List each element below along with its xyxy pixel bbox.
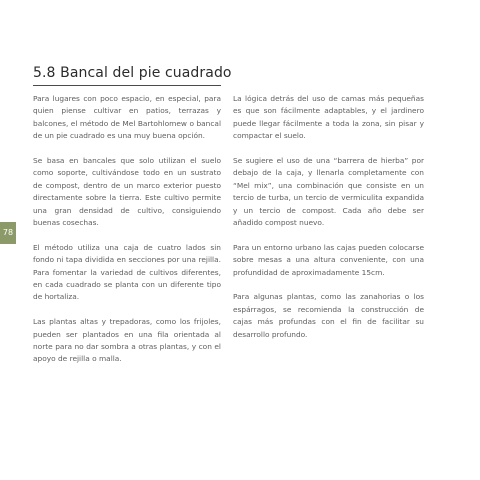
left-column (33, 93, 221, 378)
paragraph: Para lugares con poco espacio, en especial, para quien piense cultivar en patios, terrazas y balcones, el método de Mel Bartohlomew o bancal de un pie cuadrado es una muy buena opción. (33, 94, 221, 141)
paragraph: El método utiliza una caja de cuatro lados sin fondo ni tapa dividida en secciones por una rejilla. Para fomentar la variedad de cultivos diferentes, en cada cuadrado se planta con un diferente tipo de hortaliza. (33, 242, 221, 302)
title-underline (33, 85, 221, 86)
paragraph: Se sugiere el uso de una “barrera de hierba” por debajo de la caja, y llenarla completamente con “Mel mix”, una combinación que consiste en un tercio de turba, un tercio de vermiculita expandida y un tercio de compost. Cada año debe ser añadido compost nuevo. (233, 156, 424, 228)
section-title: 5.8 Bancal del pie cuadrado (33, 65, 232, 81)
page-number: 78 (2, 228, 14, 237)
right-column (233, 93, 424, 353)
paragraph: La lógica detrás del uso de camas más pequeñas es que son fácilmente adaptables, y el jardinero puede llegar fácilmente a toda la zona, sin pisar y compactar el suelo. (233, 94, 424, 141)
paragraph: Se basa en bancales que solo utilizan el suelo como soporte, cultivándose todo en un sustrato de compost, dentro de un marco exterior puesto directamente sobre la tierra. Este cultivo permite una gran densidad de cultivo, consiguiendo buenas cosechas. (33, 156, 221, 228)
paragraph: Para un entorno urbano las cajas pueden colocarse sobre mesas a una altura conveniente, con una profundidad de aproximadamente 15cm. (233, 242, 424, 277)
paragraph: Para algunas plantas, como las zanahorias o los espárragos, se recomienda la construcción de cajas más profundas con el fin de facilitar su desarrollo profundo. (233, 292, 424, 339)
paragraph: Las plantas altas y trepadoras, como los frijoles, pueden ser plantados en una fila orientada al norte para no dar sombra a otras plantas, y con el apoyo de rejilla o malla. (33, 317, 221, 364)
